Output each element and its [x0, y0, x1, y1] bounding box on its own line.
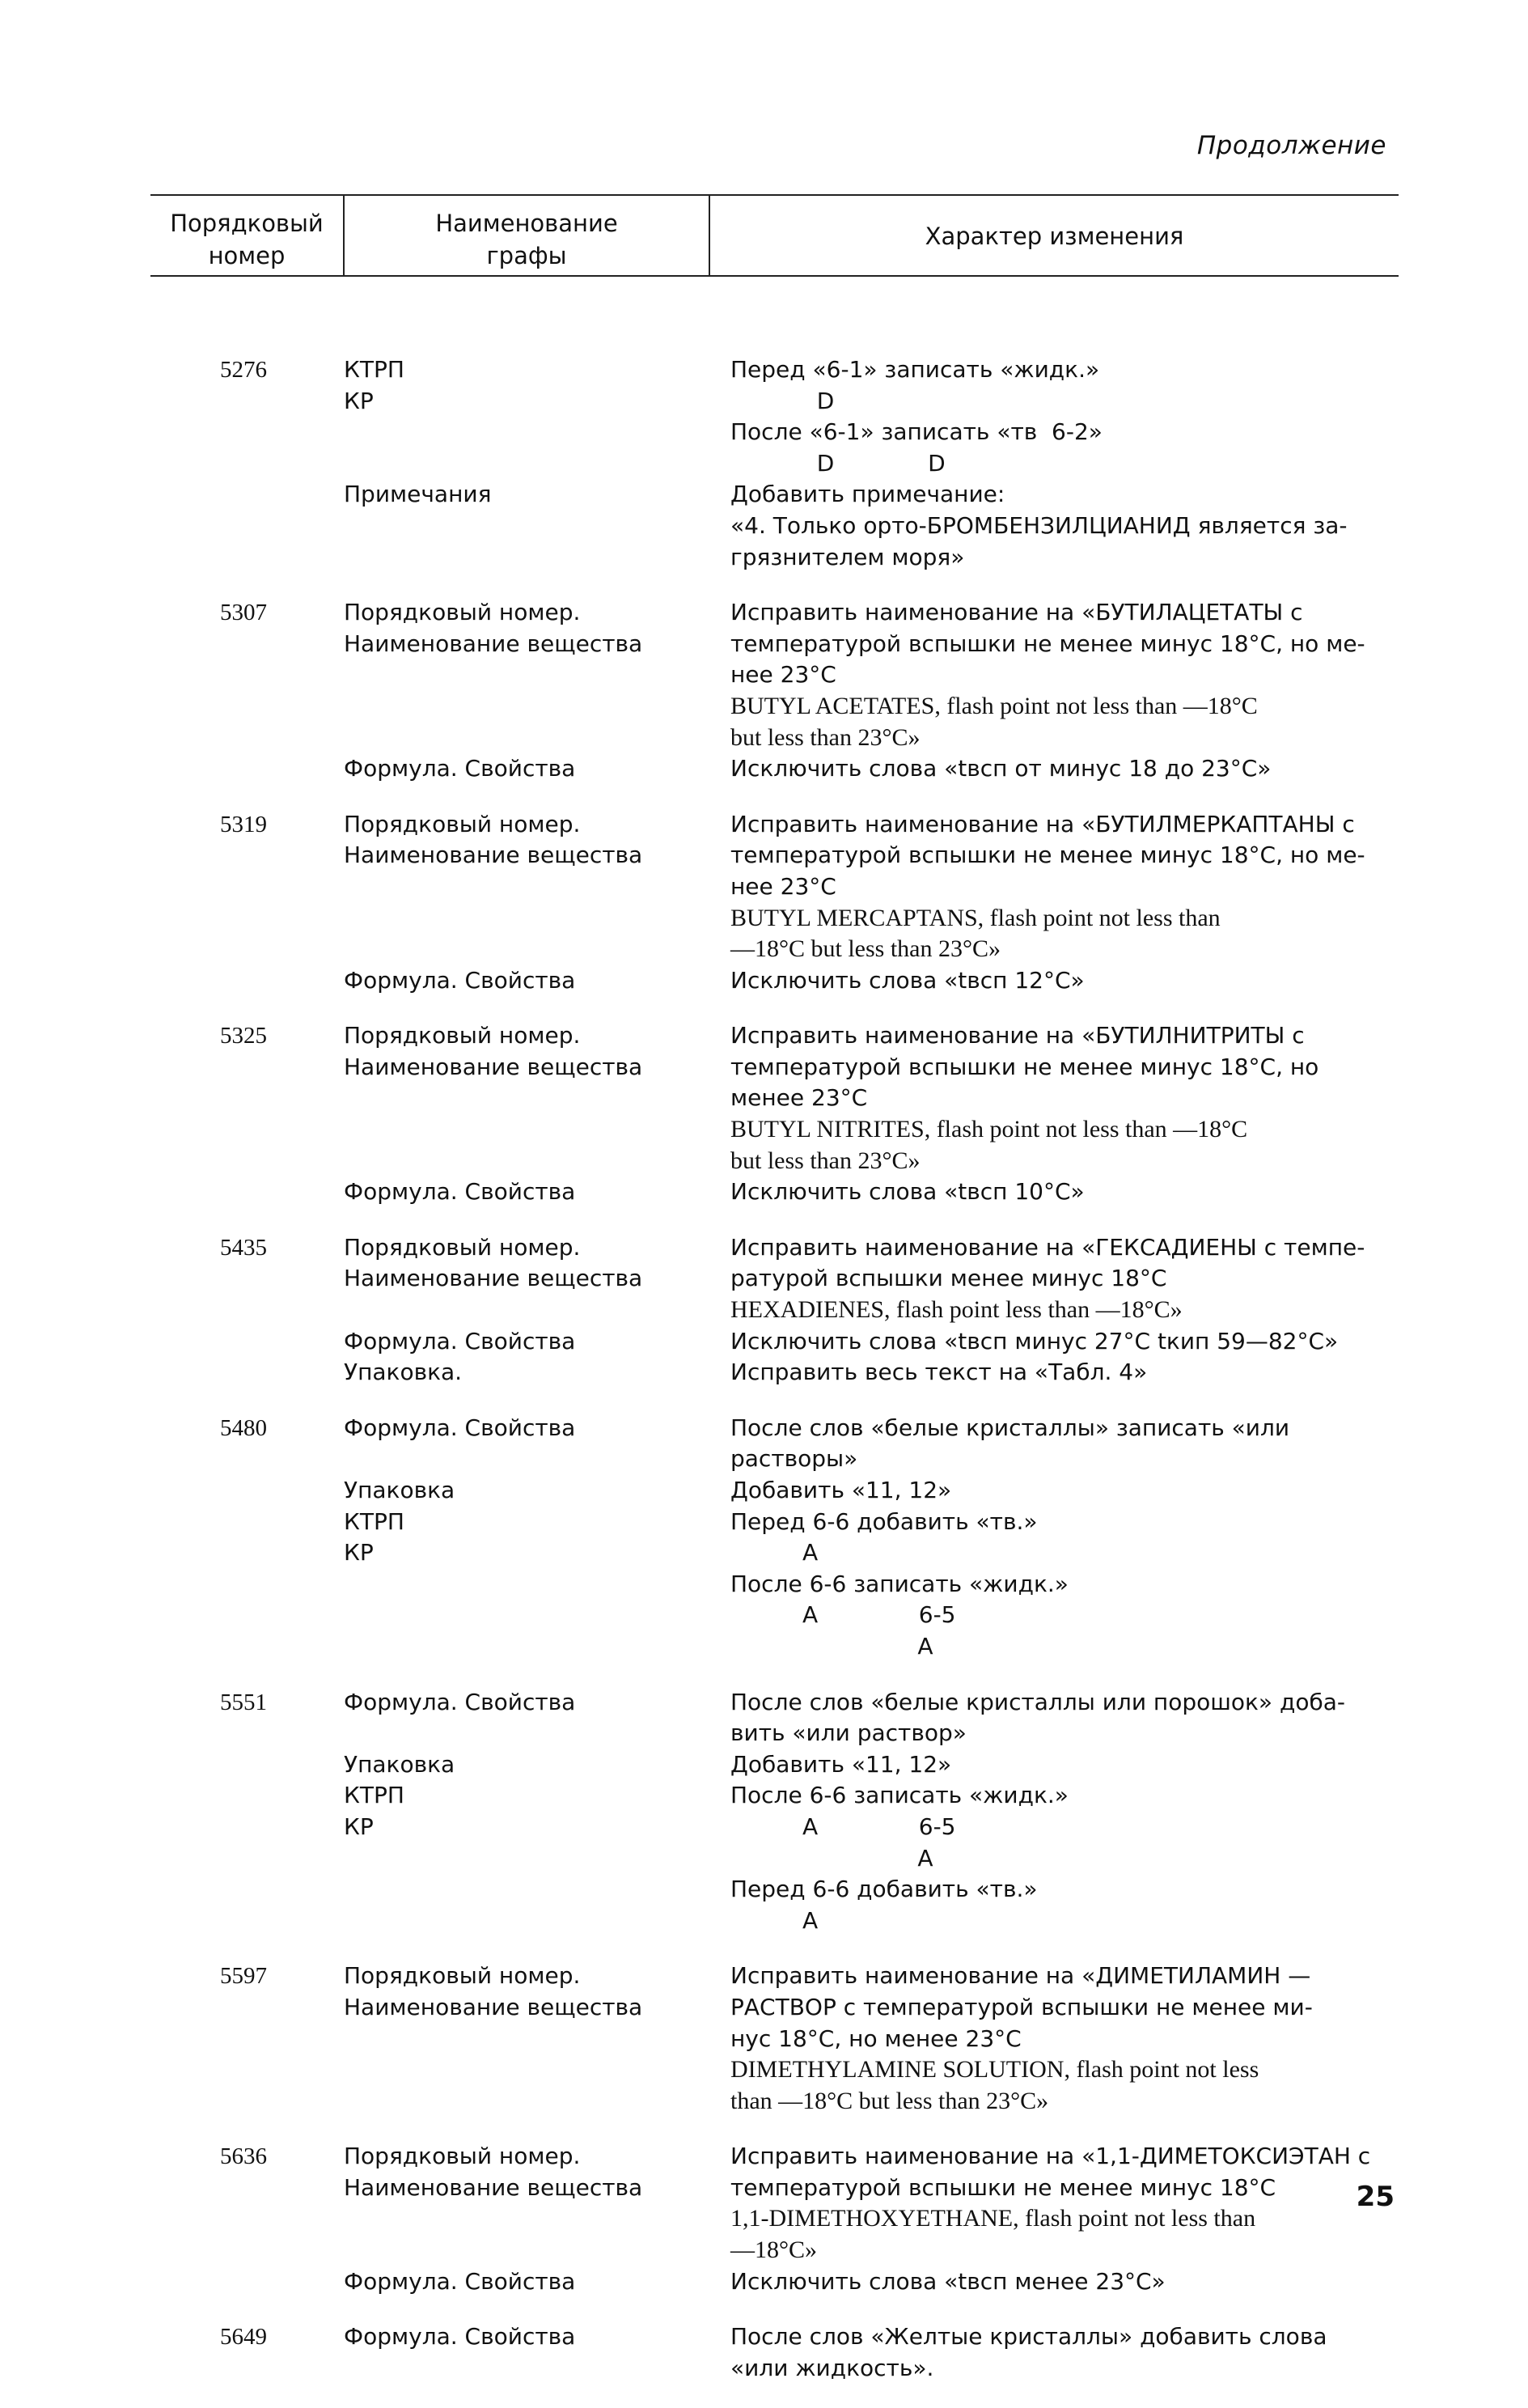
table-row-line [0, 903, 1528, 935]
change-text-cell: Исключить слова «tвсп менее 23°С» [730, 2267, 1166, 2295]
column-name-cell: Формула. Свойства [344, 2323, 576, 2351]
table-header-bottom-rule [150, 275, 1399, 277]
table-row-line [0, 2024, 1528, 2055]
table-top-rule [150, 194, 1399, 196]
table-row-line [0, 934, 1528, 965]
column-name-cell: КР [344, 1539, 374, 1566]
row-number: 5480 [220, 1414, 267, 1441]
header-column-name-line: Наименование [435, 210, 618, 237]
change-text-cell: После 6-6 записать «жидк.» [730, 1782, 1069, 1809]
change-text-cell: HEXADIENES, flash point less than —18°C» [730, 1296, 1183, 1324]
header-number-line: номер [208, 242, 286, 269]
table-row-line [0, 691, 1528, 723]
column-name-cell: Наименование вещества [344, 1993, 643, 2020]
row-number: 5649 [220, 2324, 267, 2351]
change-text-cell: «или жидкость». [730, 2354, 934, 2381]
table-row-line [0, 1052, 1528, 1083]
table-row-line [0, 2266, 1528, 2298]
table-row-line [0, 1413, 1528, 1444]
change-text-cell: После 6-6 записать «жидк.» [730, 1570, 1069, 1597]
table-row [0, 1020, 1528, 1208]
change-text-cell: Перед «6-1» записать «жидк.» [730, 356, 1100, 383]
column-name-cell: Формула. Свойства [344, 1414, 576, 1441]
change-text-cell: температурой вспышки не менее минус 18°С, но ме- [730, 630, 1365, 657]
table-row-line [0, 809, 1528, 841]
table-row-line [0, 1812, 1528, 1843]
table-row-line [0, 2321, 1528, 2353]
table-row-line [0, 2203, 1528, 2235]
column-name-cell: Упаковка. [344, 1359, 463, 1386]
change-text-cell: A 6-5 [730, 1601, 956, 1629]
table-row-line [0, 1020, 1528, 1052]
row-number: 5551 [220, 1689, 267, 1715]
table-row-line [0, 1295, 1528, 1326]
change-text-cell: После «6-1» записать «тв 6-2» [730, 418, 1103, 446]
table-row-line [0, 386, 1528, 418]
change-text-cell: нее 23°С [730, 872, 836, 900]
change-text-cell: вить «или раствор» [730, 1719, 967, 1747]
change-text-cell: ратурой вспышки менее минус 18°С [730, 1265, 1167, 1292]
column-name-cell: Порядковый номер. [344, 1233, 581, 1261]
change-text-cell: Исправить наименование на «ДИМЕТИЛАМИН — [730, 1962, 1311, 1990]
table-row-line [0, 479, 1528, 511]
change-text-cell: DIMETHYLAMINE SOLUTION, flash point not less [730, 2056, 1259, 2084]
table-row-line [0, 840, 1528, 871]
column-name-cell: Наименование вещества [344, 842, 643, 869]
column-name-cell: Формула. Свойства [344, 2267, 576, 2295]
table-row-line [0, 1444, 1528, 1475]
change-text-cell: «4. Только орто-БРОМБЕНЗИЛЦИАНИД является за- [730, 511, 1348, 539]
column-name-cell: Порядковый номер. [344, 2143, 581, 2170]
row-number: 5636 [220, 2143, 267, 2170]
table-body [0, 354, 1528, 2408]
change-text-cell: После слов «белые кристаллы» записать «или [730, 1414, 1290, 1441]
table-row-line [0, 1874, 1528, 1906]
table-row-line [0, 1537, 1528, 1569]
table-row-line [0, 1232, 1528, 1264]
table-row [0, 1961, 1528, 2117]
change-text-cell: but less than 23°C» [730, 1147, 921, 1174]
change-text-cell: D [730, 387, 835, 414]
table-row-line [0, 1146, 1528, 1177]
table-row-line [0, 629, 1528, 660]
table-row-line [0, 1843, 1528, 1875]
column-name-cell: КР [344, 387, 374, 414]
change-text-cell: Исправить наименование на «БУТИЛАЦЕТАТЫ с [730, 599, 1303, 626]
change-text-cell: than —18°C but less than 23°C» [730, 2087, 1049, 2114]
change-text-cell: нее 23°С [730, 661, 836, 689]
header-number [150, 207, 343, 272]
change-text-cell: Исключить слова «tвсп минус 27°С tкип 59—82°С» [730, 1327, 1339, 1354]
column-name-cell: Примечания [344, 481, 492, 508]
column-name-cell: Формула. Свойства [344, 1688, 576, 1715]
change-text-cell: —18°C but less than 23°C» [730, 935, 1001, 963]
table-row-line [0, 597, 1528, 629]
change-text-cell: После слов «белые кристаллы или порошок» доба- [730, 1688, 1345, 1715]
table-row [0, 597, 1528, 785]
change-text-cell: РАСТВОР с температурой вспышки не менее ми- [730, 1993, 1313, 2020]
change-text-cell: Добавить «11, 12» [730, 1750, 952, 1778]
change-text-cell: Перед 6-6 добавить «тв.» [730, 1507, 1038, 1535]
change-text-cell: Исправить наименование на «ГЕКСАДИЕНЫ с темпе- [730, 1233, 1365, 1261]
table-row [0, 1413, 1528, 1663]
table-row [0, 1687, 1528, 1937]
change-text-cell: Перед 6-6 добавить «тв.» [730, 1876, 1038, 1903]
change-text-cell: Исправить весь текст на «Табл. 4» [730, 1359, 1148, 1386]
row-number: 5276 [220, 357, 267, 383]
change-text-cell: температурой вспышки не менее минус 18°С [730, 2173, 1276, 2201]
column-name-cell: Наименование вещества [344, 1265, 643, 1292]
column-name-cell: Формула. Свойства [344, 1178, 576, 1206]
change-text-cell: A [730, 1844, 933, 1872]
change-text-cell: температурой вспышки не менее минус 18°С, но ме- [730, 842, 1365, 869]
table-row-line [0, 2141, 1528, 2173]
table-row-line [0, 1083, 1528, 1114]
continuation-label: Продолжение [1196, 131, 1386, 160]
change-text-cell: 1,1-DIMETHOXYETHANE, flash point not less than [730, 2205, 1256, 2232]
change-text-cell: BUTYL ACETATES, flash point not less than —18°C [730, 692, 1258, 719]
table-row-line [0, 871, 1528, 903]
table-row [0, 354, 1528, 573]
table-row-line [0, 1600, 1528, 1631]
column-name-cell: Формула. Свойства [344, 966, 576, 994]
row-number: 5307 [220, 600, 267, 626]
change-text-cell: Исправить наименование на «БУТИЛМЕРКАПТАНЫ с [730, 810, 1355, 837]
table-row-line [0, 417, 1528, 448]
table-row-line [0, 448, 1528, 480]
change-text-cell: Исправить наименование на «БУТИЛНИТРИТЫ с [730, 1022, 1305, 1049]
table-row-line [0, 1687, 1528, 1719]
column-name-cell: КТРП [344, 1782, 404, 1809]
table-row [0, 1232, 1528, 1388]
table-row-line [0, 1263, 1528, 1295]
column-name-cell: Наименование вещества [344, 1053, 643, 1080]
table-row-line [0, 1992, 1528, 2024]
table-row-line [0, 659, 1528, 691]
table-row-line [0, 1357, 1528, 1388]
change-text-cell: A [730, 1539, 819, 1566]
change-text-cell: Исправить наименование на «1,1-ДИМЕТОКСИЭТАН с [730, 2143, 1371, 2170]
column-name-cell: КТРП [344, 1507, 404, 1535]
row-number: 5597 [220, 1963, 267, 1990]
change-text-cell: BUTYL NITRITES, flash point not less than —18°C [730, 1116, 1248, 1143]
column-name-cell: Упаковка [344, 1477, 455, 1503]
table-row-line [0, 2086, 1528, 2118]
change-text-cell: A [730, 1632, 933, 1660]
table-row-line [0, 723, 1528, 754]
table-row-line [0, 511, 1528, 542]
table-row [0, 2321, 1528, 2384]
header-column-name [345, 207, 709, 272]
column-name-cell: Формула. Свойства [344, 1327, 576, 1354]
column-name-cell: Наименование вещества [344, 2173, 643, 2201]
table-row-line [0, 2235, 1528, 2266]
table-row-line [0, 2173, 1528, 2204]
column-name-cell: Формула. Свойства [344, 755, 576, 782]
change-text-cell: Исключить слова «tвсп от минус 18 до 23°С» [730, 755, 1272, 782]
column-name-cell: Порядковый номер. [344, 810, 581, 837]
row-number: 5435 [220, 1234, 267, 1261]
change-text-cell: растворы» [730, 1445, 858, 1473]
table-row-line [0, 1780, 1528, 1812]
table-row [0, 2141, 1528, 2297]
column-name-cell: Порядковый номер. [344, 1022, 581, 1049]
table-row-line [0, 1475, 1528, 1507]
table-row-line [0, 1906, 1528, 1937]
table-row-line [0, 1631, 1528, 1663]
column-name-cell: КР [344, 1812, 374, 1840]
change-text-cell: грязнителем моря» [730, 543, 965, 570]
change-text-cell: —18°C» [730, 2236, 818, 2264]
change-text-cell: менее 23°С [730, 1084, 868, 1112]
table-row-line [0, 1749, 1528, 1781]
table-row-line [0, 1507, 1528, 1538]
header-column-name-line: графы [486, 242, 567, 269]
table-row-line [0, 354, 1528, 386]
table-row-line [0, 542, 1528, 574]
change-text-cell: температурой вспышки не менее минус 18°С, но [730, 1053, 1319, 1080]
column-name-cell: Наименование вещества [344, 630, 643, 657]
change-text-cell: A 6-5 [730, 1812, 956, 1840]
table-row-line [0, 965, 1528, 997]
table-row-line [0, 1569, 1528, 1600]
table-row [0, 809, 1528, 997]
change-text-cell: нус 18°С, но менее 23°С [730, 2024, 1022, 2052]
change-text-cell: Исключить слова «tвсп 12°С» [730, 966, 1085, 994]
table-row-line [0, 1718, 1528, 1749]
column-name-cell: Порядковый номер. [344, 1962, 581, 1990]
change-text-cell: После слов «Желтые кристаллы» добавить слова [730, 2323, 1327, 2351]
change-text-cell: Исключить слова «tвсп 10°С» [730, 1178, 1085, 1206]
table-row-line [0, 2353, 1528, 2385]
table-row-line [0, 1961, 1528, 1992]
header-change: Характер изменения [925, 223, 1184, 250]
table-row-line [0, 1114, 1528, 1146]
table-row-line [0, 1176, 1528, 1208]
change-text-cell: D D [730, 449, 946, 477]
column-name-cell: Упаковка [344, 1750, 455, 1778]
column-name-cell: КТРП [344, 356, 404, 383]
change-text-cell: but less than 23°C» [730, 723, 921, 751]
header-number-line: Порядковый [170, 210, 324, 237]
change-text-cell: Добавить примечание: [730, 481, 1005, 508]
column-name-cell: Порядковый номер. [344, 599, 581, 626]
row-number: 5325 [220, 1023, 267, 1049]
change-text-cell: A [730, 1906, 819, 1934]
table-row-line [0, 2054, 1528, 2086]
table-row-line [0, 1326, 1528, 1358]
change-text-cell: Добавить «11, 12» [730, 1477, 952, 1503]
table-row-line [0, 753, 1528, 785]
page-number: 25 [1356, 2181, 1395, 2213]
change-text-cell: BUTYL MERCAPTANS, flash point not less than [730, 904, 1221, 931]
row-number: 5319 [220, 811, 267, 837]
